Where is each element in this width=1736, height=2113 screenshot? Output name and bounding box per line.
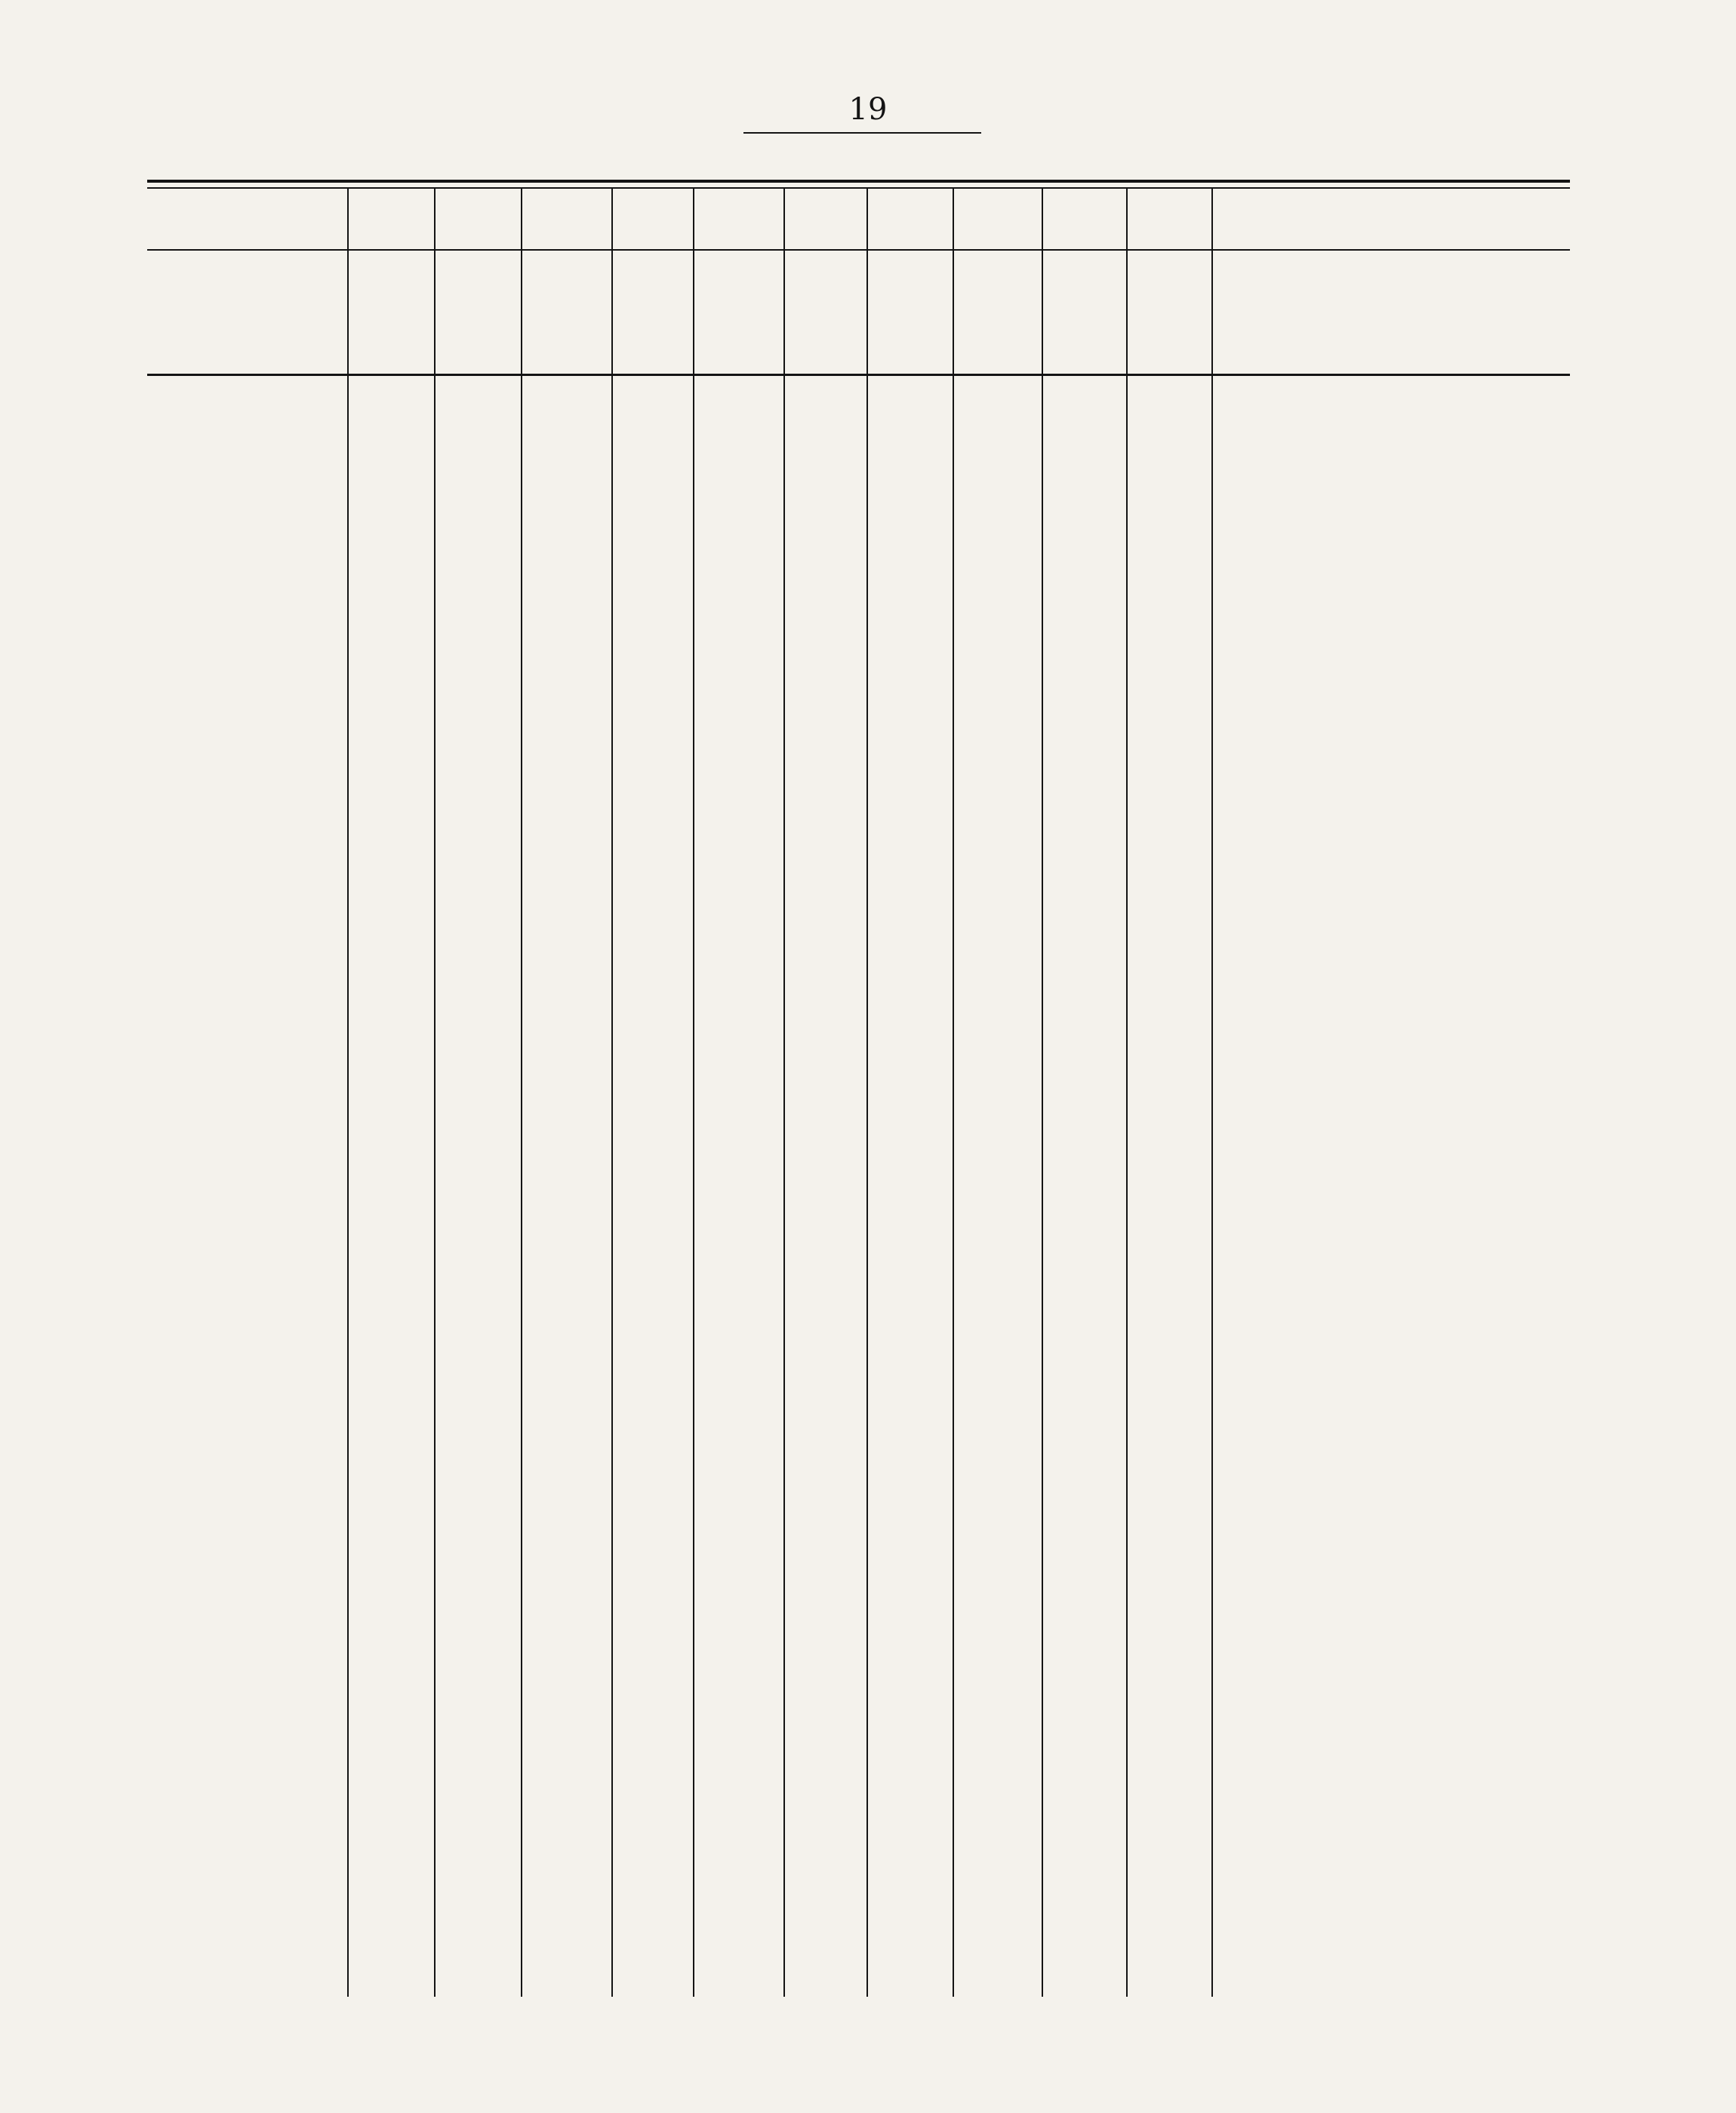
- table-top-rule: [147, 180, 1570, 183]
- column-rule: [866, 189, 868, 1997]
- column-rule: [953, 189, 954, 1997]
- column-rule: [1211, 189, 1213, 1997]
- column-rule: [1126, 189, 1128, 1997]
- header-bottom-rule: [147, 374, 1570, 376]
- column-rule: [434, 189, 436, 1997]
- page-number: 19: [848, 92, 888, 127]
- column-rule: [1042, 189, 1043, 1997]
- column-rule: [347, 189, 349, 1997]
- age-row-rule: [147, 249, 1570, 251]
- column-rule: [783, 189, 785, 1997]
- column-rule: [693, 189, 694, 1997]
- column-rule: [611, 189, 613, 1997]
- table-top-rule-2: [147, 187, 1570, 189]
- column-rule: [521, 189, 522, 1997]
- page-number-rule: [743, 132, 981, 134]
